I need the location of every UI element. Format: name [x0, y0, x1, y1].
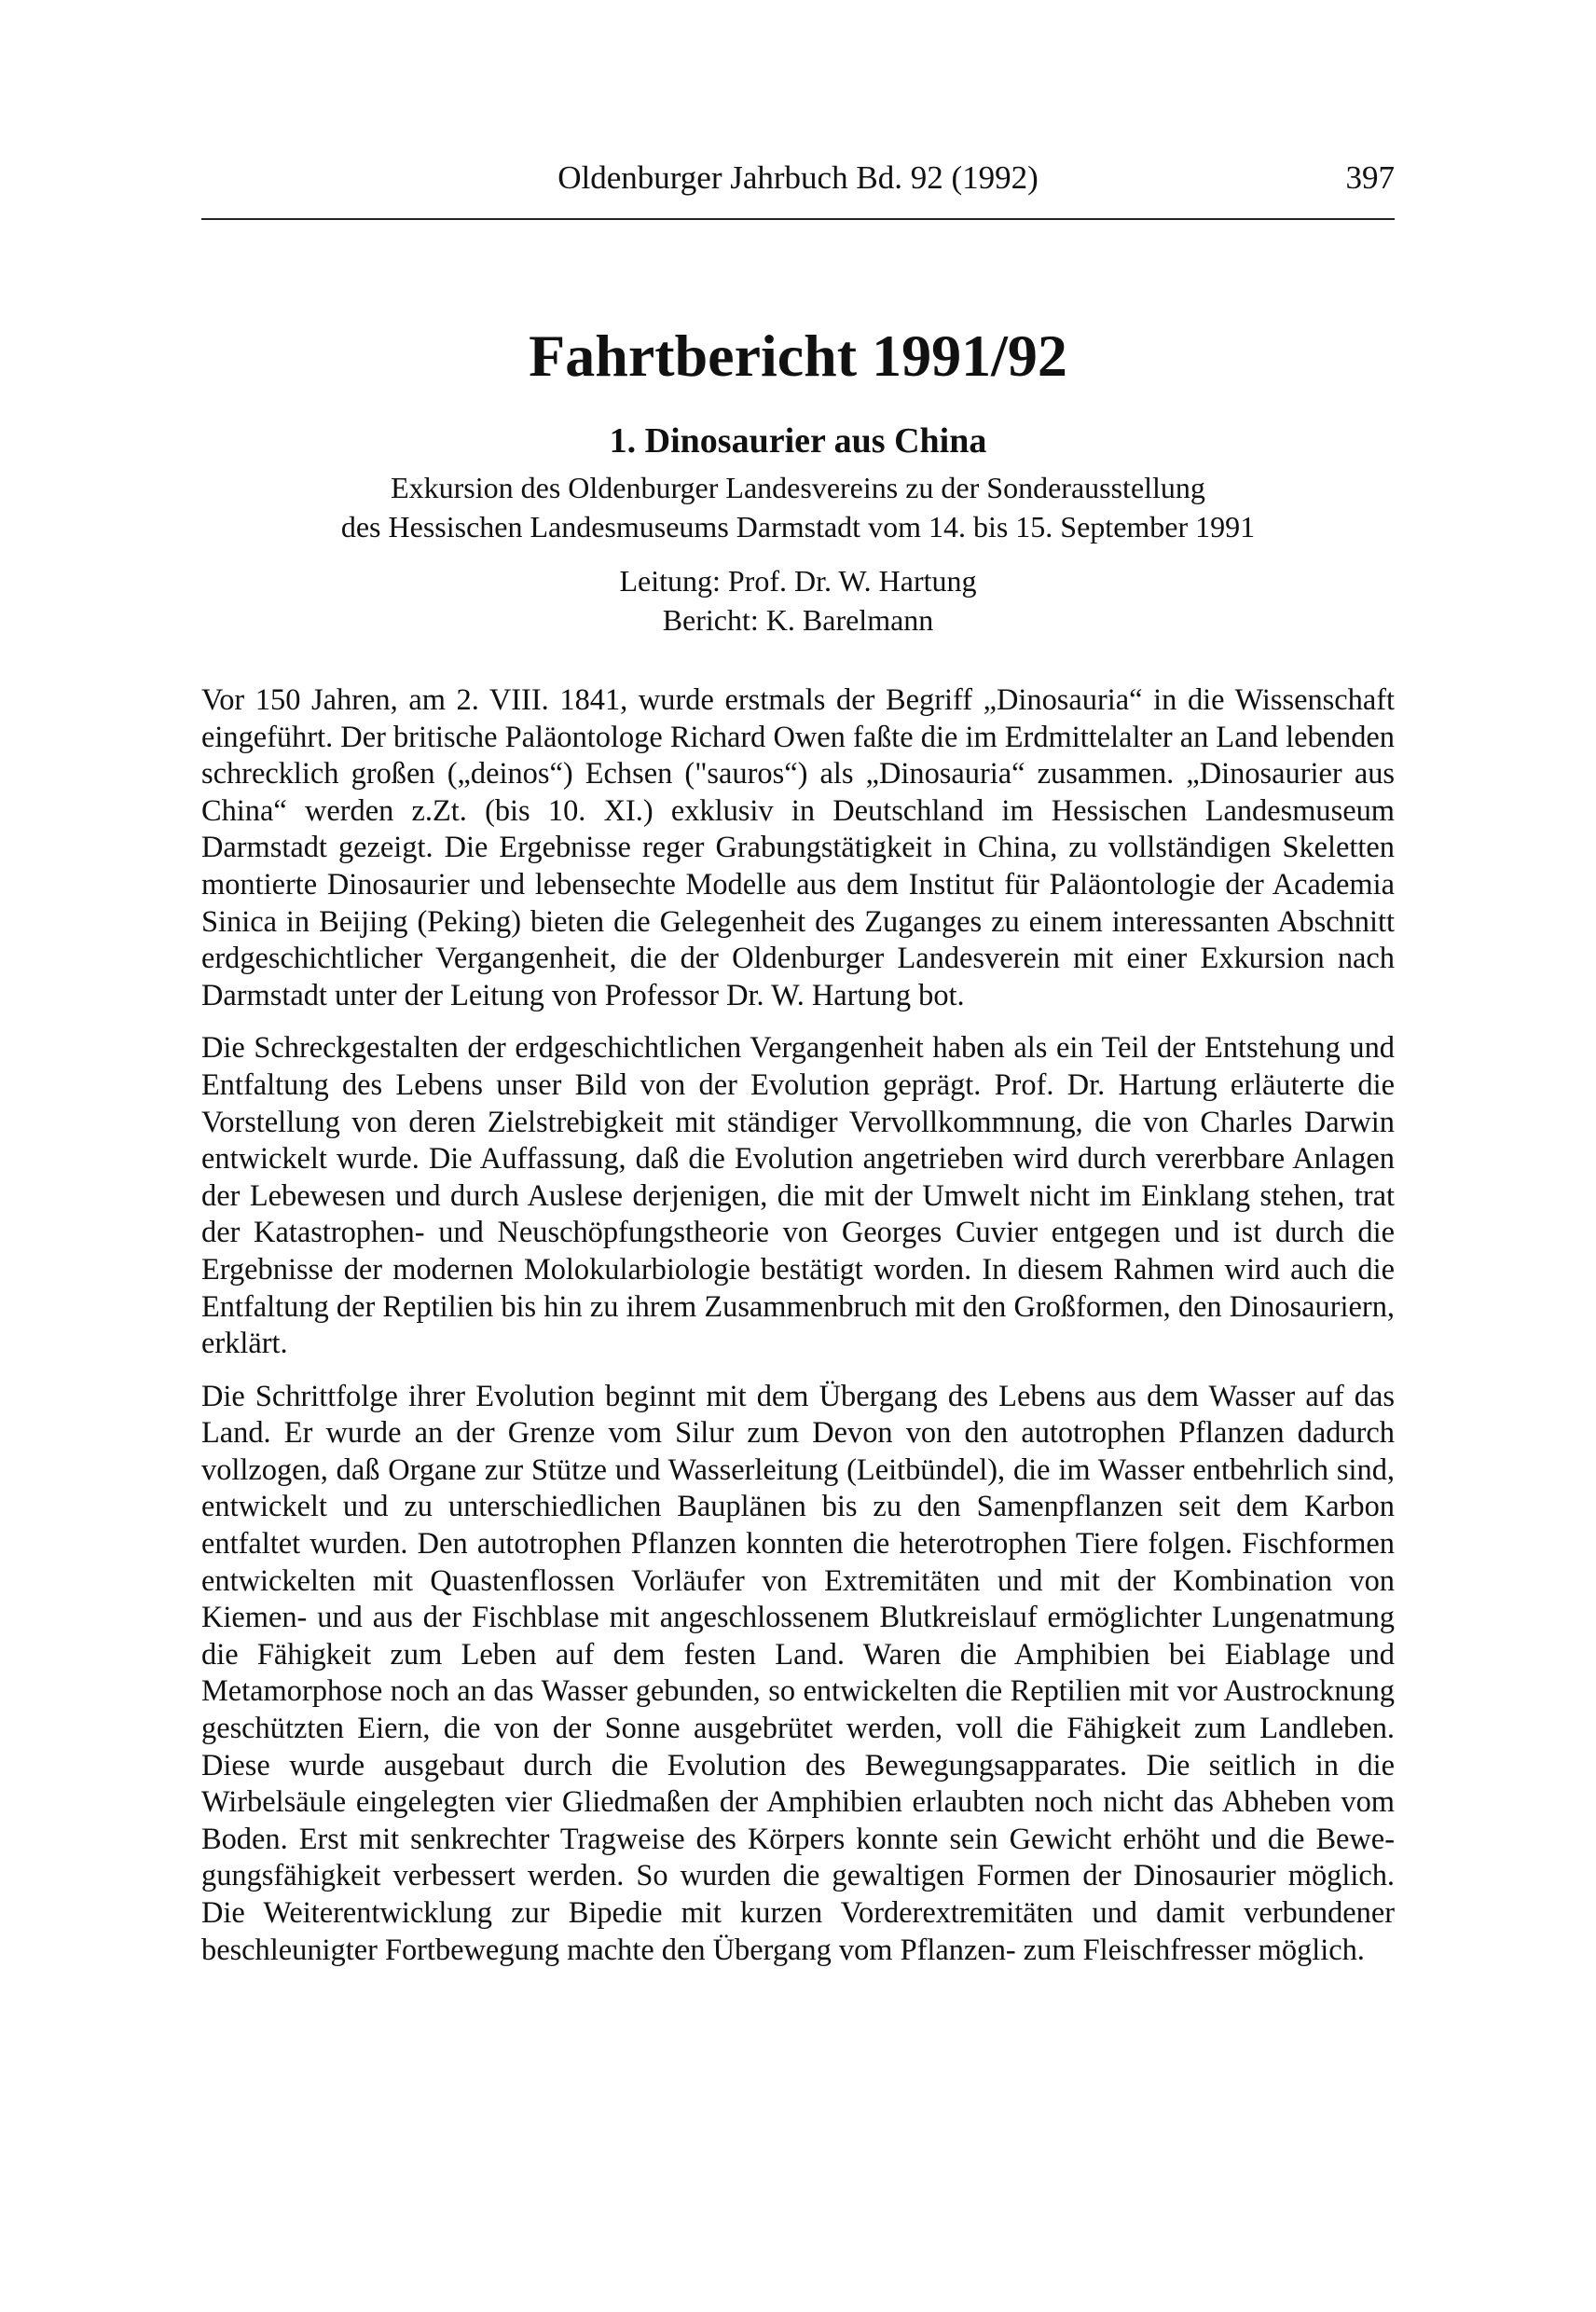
page-title: Fahrtbericht 1991/92 [529, 323, 1067, 389]
journal-title: Oldenburger Jahrbuch Bd. 92 (1992) [557, 159, 1039, 196]
body-text [201, 682, 1395, 1985]
paragraph: Die Schrittfolge ihrer Evolution beginnt mit dem Übergang des Lebens aus dem Wasser auf das Land. Er wurde an der Grenze vom Silur zum Devon von den autotrophen Pflanzen dadurch vollzogen, daß Organe zur Stütze und Wasserleitung (Leitbündel), die im Wasser entbehrlich sind, entwickelt und zu unterschiedlichen Bauplänen bis zu den Samenpflanzen seit dem Karbon entfaltet wurden. Den autotrophen Pflanzen konnten die heterotrophen Tiere folgen. Fischformen entwickelten mit Quastenflossen Vorläufer von Extremitäten und mit der Kombination von Kiemen- und aus der Fischblase mit angeschlossenem Blutkreislauf ermöglichter Lungenatmung die Fähigkeit zum Leben auf dem festen Land. Waren die Amphibien bei Eiablage und Metamorphose noch an das Wasser gebunden, so entwickelten die Reptilien mit vor Austrocknung geschützten Eiern, die von der Sonne ausgebrütet werden, voll die Fähigkeit zum Landleben. Diese wurde ausgebaut durch die Evolution des Bewegungsapparates. Die seitlich in die Wirbelsäule eingelegten vier Gliedmaßen der Amphibien erlaubten noch nicht das Abheben vom Boden. Erst mit senkrechter Tragweise des Körpers konnte sein Gewicht erhöht und die Bewegungsfähigkeit verbessert werden. So wurden die gewaltigen Formen der Dinosaurier möglich. Die Weiterentwicklung zur Bipedie mit kurzen Vorderextremitäten und damit verbundener beschleunigter Fortbewegung machte den Übergang vom Pflanzen- zum Fleischfresser möglich. [201, 1379, 1395, 1967]
excursion-line: des Hessischen Landesmuseums Darmstadt vom 14. bis 15. September 1991 [340, 510, 1256, 544]
paragraph: Vor 150 Jahren, am 2. VIII. 1841, wurde erstmals der Begriff „Dinosauria“ in die Wissenschaft eingeführt. Der britische Paläontologe Richard Owen faßte die im Erdmittelalter an Land lebenden schrecklich großen („deinos“) Echsen ("sauros“) als „Dinosauria“ zusammen. „Dinosaurier aus China“ werden z.Zt. (bis 10. XI.) exklusiv in Deutschland im Hessischen Landesmuseum Darmstadt gezeigt. Die Ergebnisse reger Grabungstätigkeit in China, zu vollständigen Skeletten montierte Dinosaurier und lebensechte Modelle aus dem Institut für Paläontologie der Academia Sinica in Beijing (Peking) bieten die Gelegenheit des Zuganges zu einem interessanten Abschnitt erdgeschichtlicher Vergangenheit, die der Oldenburger Landesverein mit einer Exkursion nach Darmstadt unter der Leitung von Professor Dr. W. Hartung bot. [201, 683, 1395, 1012]
excursion-description [201, 468, 1395, 546]
excursion-line: Exkursion des Oldenburger Landesvereins zu der Sonderausstellung [391, 471, 1205, 504]
paragraph: Die Schreckgestalten der erdgeschichtlichen Vergangenheit haben als ein Teil der Entstehung und Entfaltung des Lebens unser Bild von der Evolution geprägt. Prof. Dr. Hartung erläuterte die Vorstellung von deren Zielstrebigkeit mit ständiger Vervollkommnung, die von Charles Darwin entwickelt wurde. Die Auffassung, daß die Evolution angetrieben wird durch vererbbare Anlagen der Lebewesen und durch Auslese derjenigen, die mit der Umwelt nicht im Einklang stehen, trat der Katastrophen- und Neuschöpfungstheorie von Georges Cuvier entgegen und ist durch die Ergebnisse der modernen Molokularbiologie bestätigt worden. In diesem Rahmen wird auch die Entfaltung der Reptilien bis hin zu ihrem Zusammenbruch mit den Großformen, den Dinosauriern, erklärt. [201, 1031, 1395, 1361]
leitung-line: Leitung: Prof. Dr. W. Hartung [619, 564, 977, 598]
section-title: 1. Dinosaurier aus China [609, 421, 987, 461]
header-rule [201, 218, 1395, 220]
bericht-line: Bericht: K. Barelmann [662, 603, 934, 637]
page-number: 397 [1345, 159, 1395, 196]
running-header [201, 157, 1395, 200]
credits [201, 561, 1395, 640]
